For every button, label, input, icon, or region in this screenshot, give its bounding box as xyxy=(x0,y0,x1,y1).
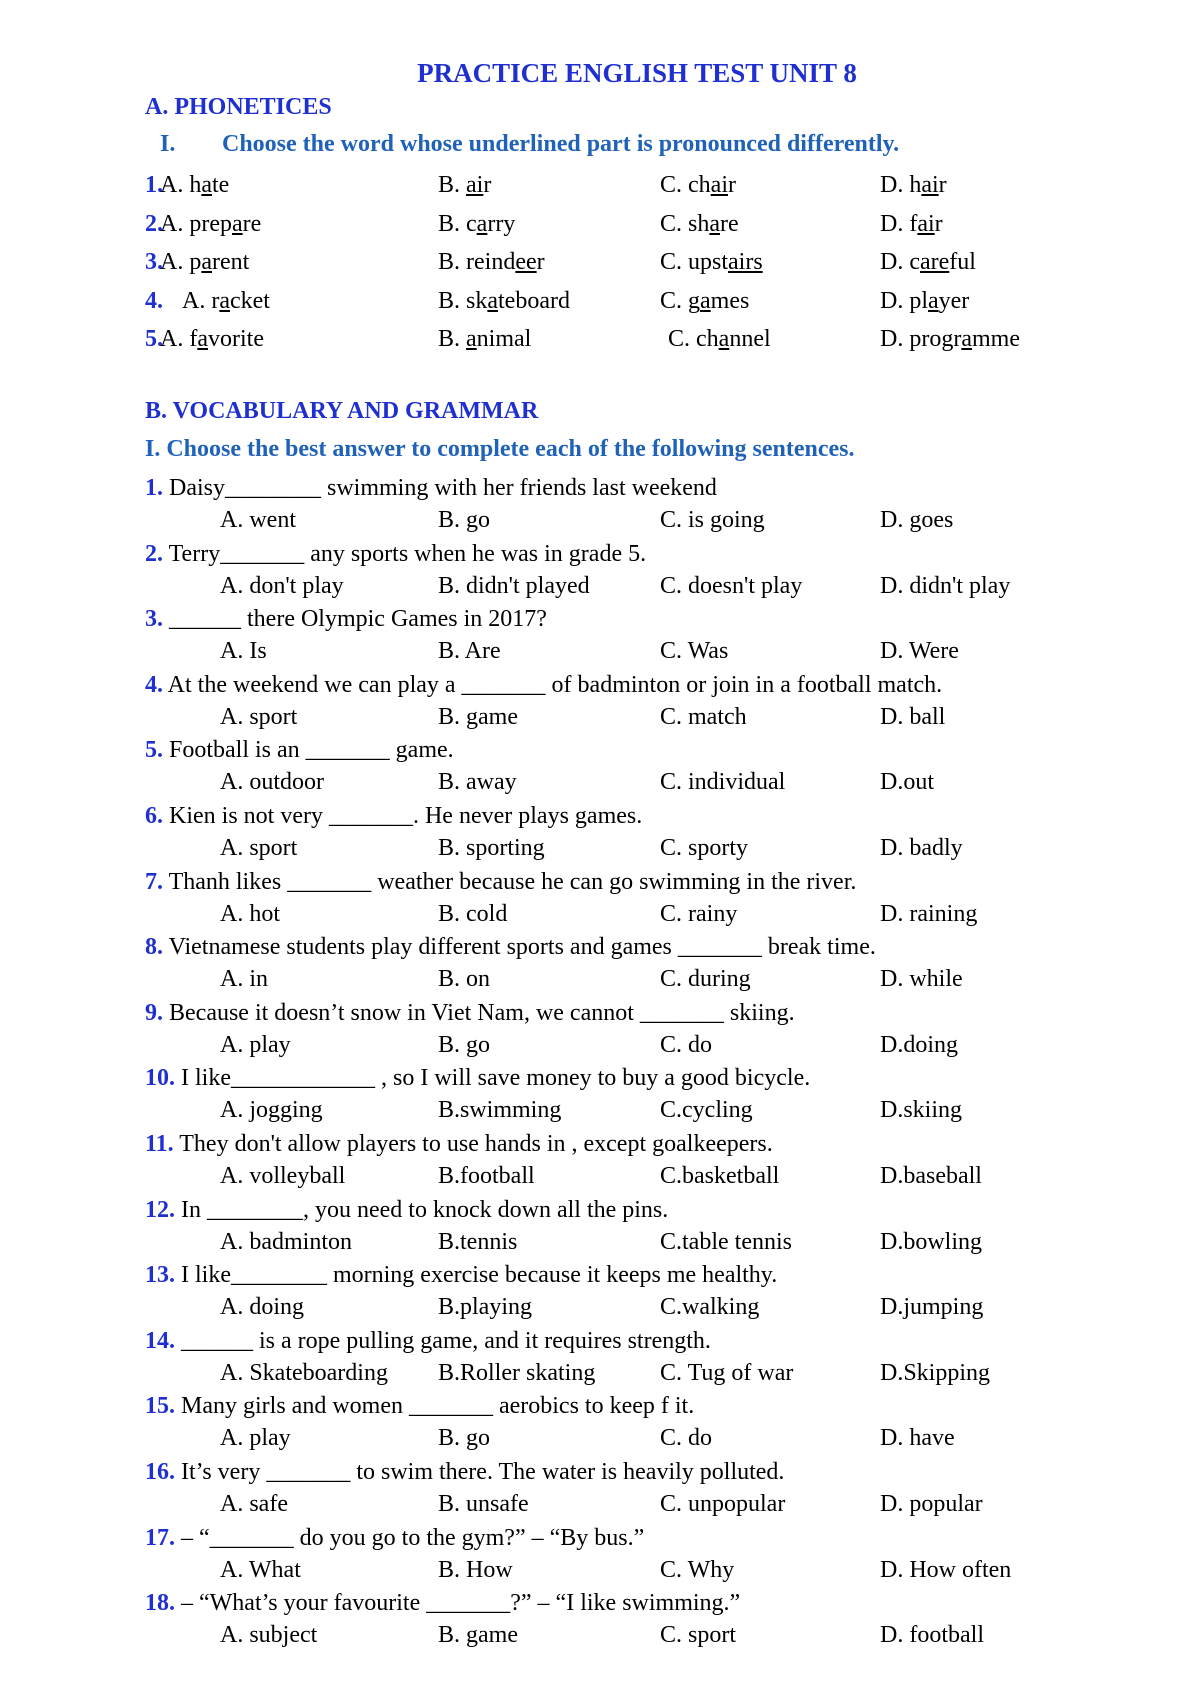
answer-option: C.basketball xyxy=(660,1163,780,1189)
answer-option: D.skiing xyxy=(880,1097,963,1124)
underlined-sound: are xyxy=(919,249,950,275)
answer-option: C. chair xyxy=(660,172,736,198)
item-number: 2. xyxy=(145,210,163,237)
question-number: 4. xyxy=(145,671,163,698)
answer-option: B.Roller skating xyxy=(438,1359,596,1386)
question-number: 17. xyxy=(145,1524,175,1551)
answer-option: B. reindeer xyxy=(438,249,545,275)
question-number: 5. xyxy=(145,737,163,764)
question-line xyxy=(145,1525,644,1552)
answer-option: D. badly xyxy=(880,835,963,861)
question-number: 3. xyxy=(145,606,163,633)
answer-option: C. do xyxy=(660,1031,713,1058)
answer-option: C.table tennis xyxy=(660,1228,792,1255)
item-number: 5. xyxy=(145,326,163,352)
question-text: Daisy________ swimming with her friends last weekend xyxy=(163,475,717,501)
answer-option: B.playing xyxy=(438,1294,532,1321)
underlined-sound: a xyxy=(928,287,939,314)
question-line xyxy=(145,869,856,896)
question-number: 8. xyxy=(145,934,163,961)
instruction-text: Choose the word whose underlined part is pronounced differently. xyxy=(222,131,900,157)
answer-option: D.bowling xyxy=(880,1228,982,1255)
answer-option: B. go xyxy=(438,507,491,533)
underlined-sound: ai xyxy=(466,172,484,198)
answer-option: A. badminton xyxy=(220,1228,352,1255)
question-line xyxy=(145,1328,711,1355)
question-text: I like________ morning exercise because it keeps me healthy. xyxy=(175,1262,778,1289)
question-line xyxy=(145,934,876,961)
answer-option: B. game xyxy=(438,1622,518,1649)
question-number: 9. xyxy=(145,999,163,1026)
answer-option: D. goes xyxy=(880,507,954,533)
answer-option: D. player xyxy=(880,287,970,314)
answer-option: C. Tug of war xyxy=(660,1359,794,1386)
question-text: Many girls and women _______ aerobics to keep f it. xyxy=(175,1393,695,1420)
question-text: ______ is a rope pulling game, and it requires strength. xyxy=(175,1327,711,1354)
answer-option: B. away xyxy=(438,769,517,796)
question-text: In ________, you need to knock down all the pins. xyxy=(175,1196,669,1223)
question-number: 16. xyxy=(145,1459,175,1485)
answer-option: C. Was xyxy=(660,638,729,665)
answer-option: A. play xyxy=(220,1031,291,1058)
question-line xyxy=(145,606,547,633)
instruction-number: I. xyxy=(160,131,176,157)
answer-option: A. hate xyxy=(160,172,230,198)
answer-option: A. What xyxy=(220,1556,301,1583)
underlined-sound: a xyxy=(476,210,488,237)
answer-option: D. raining xyxy=(880,900,978,927)
question-number: 11. xyxy=(145,1131,174,1157)
question-text: Football is an _______ game. xyxy=(163,737,454,764)
answer-option: A. subject xyxy=(220,1622,318,1649)
item-number: 1. xyxy=(145,172,163,198)
underlined-sound: ai xyxy=(917,210,935,237)
answer-option: A. play xyxy=(220,1425,291,1452)
answer-option: C. sporty xyxy=(660,835,749,861)
question-line xyxy=(145,1393,694,1420)
answer-option: D. Were xyxy=(880,638,959,665)
question-text: Kien is not very _______. He never plays games. xyxy=(163,803,643,829)
question-line xyxy=(145,541,646,568)
answer-option: D.jumping xyxy=(880,1294,984,1321)
underlined-sound: a xyxy=(201,249,212,275)
answer-option: B. didn't played xyxy=(438,572,590,599)
answer-option: A. parent xyxy=(160,249,250,275)
answer-option: D. have xyxy=(880,1425,955,1452)
answer-option: C. Why xyxy=(660,1556,735,1583)
underlined-sound: a xyxy=(961,326,972,352)
answer-option: C.walking xyxy=(660,1294,760,1321)
answer-option: A. Is xyxy=(220,638,267,665)
answer-option: D. fair xyxy=(880,210,943,237)
answer-option: C. upstairs xyxy=(660,249,763,275)
answer-option: C. unpopular xyxy=(660,1491,786,1517)
underlined-sound: airs xyxy=(728,249,763,275)
answer-option: C. doesn't play xyxy=(660,572,803,599)
question-number: 6. xyxy=(145,803,163,829)
section-a-heading: A. PHONETICES xyxy=(145,94,332,120)
question-line xyxy=(145,475,717,502)
underlined-sound: ai xyxy=(710,172,728,198)
underlined-sound: a xyxy=(197,326,208,352)
underlined-sound: a xyxy=(466,326,477,352)
answer-option: D. careful xyxy=(880,249,976,275)
answer-option: A. in xyxy=(220,966,268,993)
answer-option: C.cycling xyxy=(660,1097,753,1124)
answer-option: C. sport xyxy=(660,1622,737,1649)
question-number: 18. xyxy=(145,1590,175,1617)
question-number: 1. xyxy=(145,475,163,501)
question-line xyxy=(145,1590,740,1617)
answer-option: D. hair xyxy=(880,172,947,198)
question-line xyxy=(145,803,642,830)
answer-option: D. How often xyxy=(880,1556,1012,1583)
underlined-sound: a xyxy=(201,172,212,198)
question-number: 13. xyxy=(145,1262,175,1289)
question-number: 10. xyxy=(145,1065,175,1092)
answer-option: B. game xyxy=(438,703,518,730)
underlined-sound: a xyxy=(487,287,499,314)
answer-option: A. jogging xyxy=(220,1097,323,1124)
answer-option: C. during xyxy=(660,966,751,993)
question-text: Vietnamese students play different sports and games _______ break time. xyxy=(163,934,876,961)
answer-option: A. Skateboarding xyxy=(220,1359,388,1386)
answer-option: A. doing xyxy=(220,1294,304,1321)
answer-option: D.Skipping xyxy=(880,1359,991,1386)
item-number: 3. xyxy=(145,249,163,275)
answer-option: B. air xyxy=(438,172,492,198)
underlined-sound: ai xyxy=(921,172,939,198)
question-line xyxy=(145,1065,810,1092)
answer-option: A. racket xyxy=(182,287,270,314)
question-line xyxy=(145,1459,784,1486)
answer-option: B. cold xyxy=(438,900,508,927)
underlined-sound: a xyxy=(718,326,730,352)
question-text: – “_______ do you go to the gym?” – “By bus.” xyxy=(175,1524,645,1551)
section-b-heading: B. VOCABULARY AND GRAMMAR xyxy=(145,398,539,424)
answer-option: B.football xyxy=(438,1163,535,1189)
question-number: 2. xyxy=(145,540,163,567)
answer-option: D.baseball xyxy=(880,1163,982,1189)
question-number: 15. xyxy=(145,1393,175,1420)
answer-option: C. games xyxy=(660,287,750,314)
question-text: – “What’s your favourite _______?” – “I like swimming.” xyxy=(175,1590,741,1617)
section-a-instruction xyxy=(160,131,899,158)
answer-option: B. animal xyxy=(438,326,532,352)
question-text: At the weekend we can play a _______ of badminton or join in a football match. xyxy=(163,671,943,698)
underlined-sound: a xyxy=(709,210,721,237)
section-b-instruction: I. Choose the best answer to complete each of the following sentences. xyxy=(145,436,855,462)
answer-option: A. sport xyxy=(220,835,298,861)
answer-option: B. unsafe xyxy=(438,1491,529,1517)
answer-option: A. went xyxy=(220,507,296,533)
underlined-sound: a xyxy=(219,287,230,314)
answer-option: A. volleyball xyxy=(220,1163,346,1189)
question-line xyxy=(145,737,454,764)
answer-option: A. safe xyxy=(220,1491,288,1517)
answer-option: A. favorite xyxy=(160,326,264,352)
answer-option: C. individual xyxy=(660,769,786,796)
answer-option: B. sporting xyxy=(438,835,545,861)
question-text: Terry_______ any sports when he was in grade 5. xyxy=(163,540,647,567)
answer-option: C. do xyxy=(660,1425,713,1452)
answer-option: D. programme xyxy=(880,326,1020,352)
answer-option: B. skateboard xyxy=(438,287,570,314)
answer-option: B. go xyxy=(438,1031,491,1058)
question-line xyxy=(145,672,942,699)
question-line xyxy=(145,1197,668,1224)
answer-option: D. popular xyxy=(880,1491,983,1517)
answer-option: D. ball xyxy=(880,703,946,730)
answer-option: A. sport xyxy=(220,703,298,730)
page-title: PRACTICE ENGLISH TEST UNIT 8 xyxy=(417,58,857,88)
underlined-sound: ee xyxy=(515,249,537,275)
underlined-sound: a xyxy=(231,210,243,237)
underlined-sound: a xyxy=(700,287,711,314)
question-number: 14. xyxy=(145,1327,175,1354)
question-text: ______ there Olympic Games in 2017? xyxy=(163,606,547,633)
answer-option: C. is going xyxy=(660,507,765,533)
answer-option: C. match xyxy=(660,703,747,730)
question-text: Because it doesn’t snow in Viet Nam, we cannot _______ skiing. xyxy=(163,999,795,1026)
item-number: 4. xyxy=(145,287,163,314)
question-line xyxy=(145,1131,773,1158)
answer-option: D. football xyxy=(880,1622,984,1649)
answer-option: C. channel xyxy=(668,326,771,352)
answer-option: A. don't play xyxy=(220,572,344,599)
answer-option: D. didn't play xyxy=(880,572,1011,599)
question-number: 7. xyxy=(145,868,163,895)
question-line xyxy=(145,1000,795,1027)
answer-option: B. Are xyxy=(438,638,501,665)
answer-option: D.doing xyxy=(880,1031,958,1058)
answer-option: C. rainy xyxy=(660,900,738,927)
question-text: I like____________ , so I will save money to buy a good bicycle. xyxy=(175,1065,811,1092)
answer-option: A. hot xyxy=(220,900,280,927)
answer-option: A. prepare xyxy=(160,210,262,237)
question-text: They don't allow players to use hands in , except goalkeepers. xyxy=(173,1131,773,1157)
answer-option: B. on xyxy=(438,966,491,993)
answer-option: D.out xyxy=(880,769,934,796)
answer-option: A. outdoor xyxy=(220,769,324,796)
answer-option: B. carry xyxy=(438,210,516,237)
answer-option: B.swimming xyxy=(438,1097,562,1124)
answer-option: B.tennis xyxy=(438,1228,518,1255)
question-number: 12. xyxy=(145,1196,175,1223)
answer-option: B. How xyxy=(438,1556,513,1583)
question-text: Thanh likes _______ weather because he can go swimming in the river. xyxy=(163,868,857,895)
answer-option: D. while xyxy=(880,966,963,993)
answer-option: B. go xyxy=(438,1425,491,1452)
answer-option: C. share xyxy=(660,210,739,237)
question-text: It’s very _______ to swim there. The water is heavily polluted. xyxy=(175,1459,785,1485)
question-line xyxy=(145,1262,777,1289)
